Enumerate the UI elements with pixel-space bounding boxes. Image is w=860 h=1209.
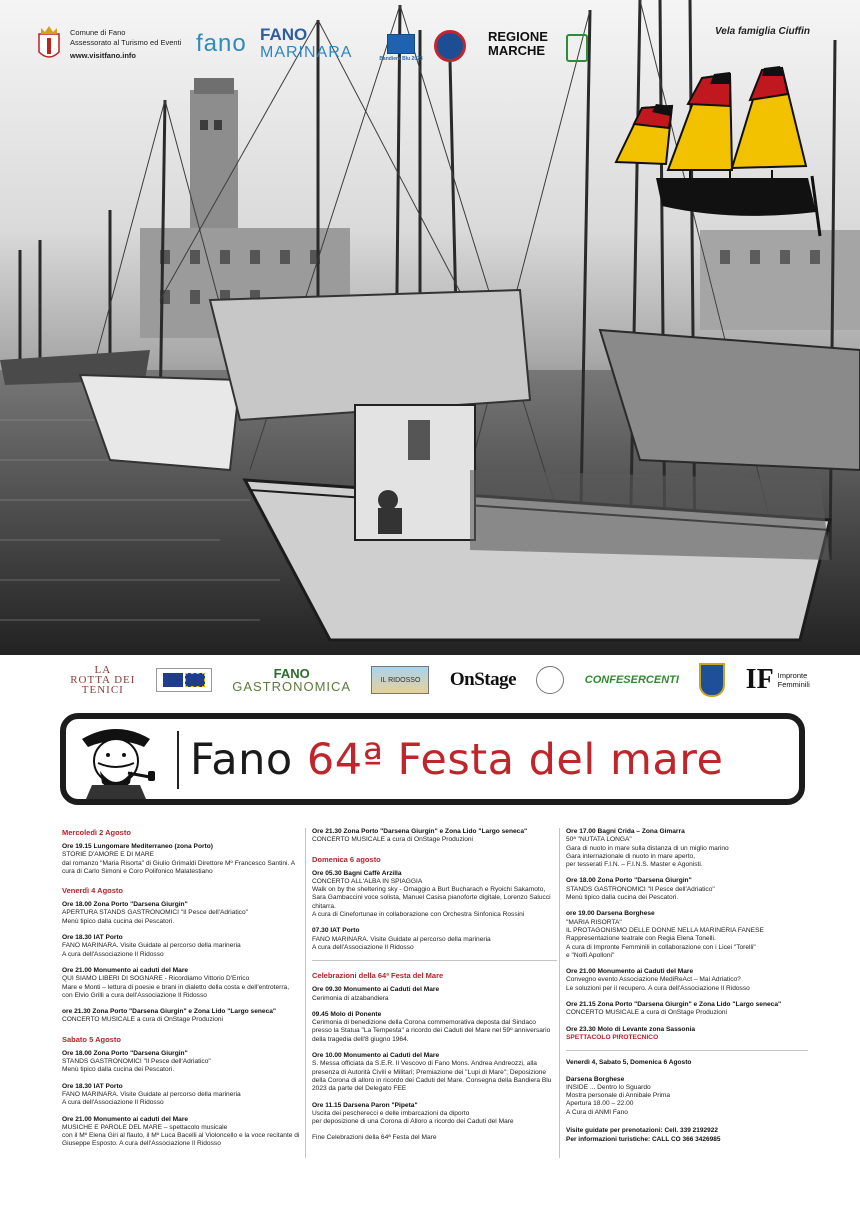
program-event (312, 1134, 557, 1142)
association-round-logo (434, 30, 466, 62)
event-description-line: CONCERTO MUSICALE a cura di OnStage Produzioni (312, 836, 474, 844)
event-description-line: Uscita dei pescherecci e delle imbarcazioni da diporto (312, 1109, 470, 1117)
event-description-line: Mare e Monti – lettura di poesie e brani in dialetto della costa e dell'entroterra, con Elvio Grilli a cura dell'Associazione Il Ridosso (62, 983, 290, 999)
program-event (62, 934, 300, 959)
event-description-line: e "Nolfi Apolloni" (566, 951, 615, 959)
gastro-top: FANO (273, 666, 310, 681)
contact-note (566, 1127, 808, 1144)
event-description-line: APERTURA STANDS GASTRONOMICI "Il Pesce dell'Adriatico" (62, 909, 248, 917)
eu-flag-icon (185, 673, 205, 687)
event-description-line: Rappresentazione teatrale con Regia Elena Tonelli. (566, 935, 716, 943)
event-description-line: STORIE D'AMORE E DI MARE (62, 851, 154, 859)
bandiera-blu-logo (377, 34, 425, 62)
rotta-line1: LA (94, 664, 112, 676)
event-description-line: QUI SIAMO LIBERI DI SOGNARE - Ricordiamo Vittorio D'Errico (62, 975, 250, 983)
column-divider (305, 828, 306, 1158)
event-description-line: Cerimonia di benedizione della Corona commemorativa deposta dal Sindaco presso la Statua "La Tempesta" a ricordo dei Caduti del Mare nel 59º anniversario della tragedia dell'8 giugno 1964. (312, 1019, 551, 1043)
event-time-place: Ore 21.00 Monumento ai caduti del Mare (62, 1115, 189, 1123)
regione-marche-emblem-icon (566, 34, 588, 62)
program-event (62, 1116, 300, 1149)
program-event (566, 1001, 808, 1018)
anmi-round-logo (536, 666, 564, 694)
sail-boat-icon (612, 66, 822, 238)
fano-logo: fano (196, 30, 247, 57)
event-time-place: 07.30 IAT Porto (312, 927, 360, 935)
event-description-line: MUSICHE E PAROLE DEL MARE – spettacolo musicale (62, 1123, 228, 1131)
visitfano-link[interactable]: www.visitfano.info (70, 51, 136, 60)
program-event (566, 877, 808, 902)
title-festa: 64ª Festa del mare (306, 735, 724, 785)
header-logo-strip (30, 22, 600, 72)
event-time-place: ore 19.00 Darsena Borghese (566, 910, 655, 918)
program-event (566, 828, 808, 869)
program-day-heading: Mercoledì 2 Agosto (62, 828, 131, 837)
contact-note-line: Per informazioni turistiche: CALL CO 366 3426985 (566, 1135, 721, 1143)
title-fano: Fano (190, 735, 307, 785)
program-event (312, 870, 557, 920)
event-description-line: A cura di Impronte Femminili in collaborazione con i Licei "Torelli" (566, 943, 756, 951)
fano-marinara-bottom: MARINARA (260, 44, 353, 61)
event-description-line: Walk on by the sheltering sky - Omaggio a Burt Bucharach e Ryoichi Sakamoto, Sara Gambaccini voce solista, Manuel Casisa pianoforte digitale, Lorenzo Salucci chitarra. (312, 886, 551, 910)
event-time-place: Ore 18.00 Zona Porto "Darsena Giurgin" (62, 901, 188, 909)
fisherman-portrait-icon (70, 721, 162, 799)
event-time-place: Ore 17.00 Bagni Crida – Zona Gimarra (566, 828, 685, 835)
event-description-line: Convegno evento Associazione MediReAct – Mai Adriatico? (566, 976, 741, 984)
event-time-place: Venerdì 4, Sabato 5, Domenica 6 Agosto (566, 1059, 692, 1067)
event-description-line: FANO MARINARA. Visite Guidate al percorso della marineria (62, 1090, 241, 1098)
bandiera-blu-label: Bandiera Blu 2023 (379, 56, 423, 62)
program-column-2 (312, 828, 557, 1151)
event-description-line: STANDS GASTRONOMICI "Il Pesce dell'Adriatico" (566, 885, 715, 893)
event-time-place: Ore 18.30 IAT Porto (62, 1082, 123, 1090)
program-event (312, 986, 557, 1003)
program-event (566, 910, 808, 960)
event-description-line: INSIDE ... Dentro lo Sguardo (566, 1083, 651, 1091)
title-banner (60, 713, 805, 805)
event-time-place: Ore 19.15 Lungomare Mediterraneo (zona Porto) (62, 843, 213, 850)
event-description-line: "MARIA RISORTA" (566, 918, 622, 926)
program-event (62, 1083, 300, 1108)
event-description-line: Apertura 18.00 – 22.00 (566, 1100, 634, 1108)
event-time-place: Ore 10.00 Monumento ai Caduti del Mare (312, 1052, 440, 1060)
program-event (312, 927, 557, 952)
event-description-line: A cura di Cinefortunae in collaborazione con Orchestra Sinfonica Rossini (312, 911, 525, 919)
onstage-logo: OnStage (449, 669, 517, 690)
event-description-line: CONCERTO ALL'ALBA IN SPIAGGIA (312, 877, 423, 885)
eu-funding-logo (156, 668, 212, 692)
contact-note-line: Visite guidate per prenotazioni: Cell. 339 2192922 (566, 1127, 718, 1135)
regione-line2: MARCHE (488, 43, 546, 58)
vela-caption: Vela famiglia Ciuffin (714, 26, 810, 37)
event-description-line: Gara di nuoto in mare sulla distanza di un miglio marino (566, 844, 729, 852)
program-day-heading: Venerdì 4 Agosto (62, 886, 123, 896)
gastro-bottom: GASTRONOMICA (232, 679, 352, 694)
impronte-femminili-logo (745, 664, 810, 695)
event-highlight: SPETTACOLO PIROTECNICO (566, 1033, 659, 1041)
event-time-place: Ore 11.15 Darsena Paron "Pipeta" (312, 1101, 418, 1109)
event-time-place: Ore 18.30 IAT Porto (62, 934, 123, 942)
program-day-heading: Celebrazioni della 64ª Festa del Mare (312, 971, 444, 981)
event-description-line: con il Mº Elena Giri al flauto, il Mº Luca Bacelli al Violoncello e la voce recitante di Giuseppe Esposto. A cura dell'Associazione Il Ridosso (62, 1132, 300, 1148)
rotta-line2: ROTTA DEI (70, 674, 136, 686)
event-description-line: Menù tipico dalla cucina dei Pescatori. (566, 894, 679, 902)
event-description-line: A cura dell'Associazione Il Ridosso (62, 950, 164, 958)
event-description-line: A Cura di ANMI Fano (566, 1108, 628, 1116)
program-day-heading: Sabato 5 Agosto (62, 1034, 121, 1044)
impronte-line1: Impronte (777, 671, 808, 680)
event-description-line: per tesserati F.I.N. – F.I.N.S. Master e Agonisti. (566, 861, 703, 869)
rotta-dei-tenici-logo (70, 665, 135, 695)
event-description-line: FANO MARINARA. Visite Guidate al percorso della marineria (62, 942, 241, 950)
impronte-mark: IF (745, 664, 774, 695)
event-time-place: Ore 23.30 Molo di Levante zona Sassonia (566, 1025, 695, 1033)
confesercenti-logo: CONFESERCENTI (584, 674, 679, 686)
event-time-place: ore 21.30 Zona Porto "Darsena Giurgin" e Zona Lido "Largo seneca" (62, 1008, 277, 1016)
comune-name: Comune di Fano (70, 28, 126, 37)
event-time-place: Ore 18.00 Zona Porto "Darsena Giurgin" (62, 1049, 188, 1057)
italy-flag-icon (163, 673, 183, 687)
event-description-line: STANDS GASTRONOMICI "Il Pesce dell'Adriatico" (62, 1058, 211, 1066)
program-event (62, 967, 300, 1000)
event-description-line: CONCERTO MUSICALE a cura di OnStage Produzioni (62, 1016, 224, 1024)
event-description-line: FANO MARINARA. Visite Guidate al percorso della marineria (312, 935, 491, 943)
column-divider (559, 828, 560, 1158)
event-description-line: Cerimonia di alzabandiera (312, 994, 389, 1002)
event-description-line: Mostra personale di Annibale Prima (566, 1092, 671, 1100)
navy-shield-icon (699, 663, 725, 697)
comune-di-fano-logo[interactable] (36, 24, 181, 64)
program-event (312, 1011, 557, 1044)
event-description-line: Menù tipico dalla cucina dei Pescatori. (62, 1066, 175, 1074)
event-time-place: Darsena Borghese (566, 1075, 625, 1083)
event-time-place: Ore 21.00 Monumento ai caduti del Mare (62, 966, 189, 974)
event-time-place: Ore 09.30 Monumento ai Caduti del Mare (312, 986, 440, 994)
comune-crest-icon (36, 24, 62, 64)
festival-program (0, 820, 860, 1209)
fano-marinara-logo (260, 26, 352, 62)
program-column-3 (566, 828, 808, 1144)
regione-line1: REGIONE (488, 29, 548, 44)
event-description-line: Fine Celebrazioni della 64ª Festa del Mare (312, 1134, 437, 1142)
program-event (566, 1026, 808, 1043)
event-description-line: A cura dell'Associazione Il Ridosso (312, 943, 414, 951)
event-description-line: S. Messa officiata da S.E.R. Il Vescovo di Fano Mons. Andrea Andreozzi, alla presenza di Autorità Civili e Militari; Premiazione dei "Lupi di Mare"; Deposizione della Corona di alloro in ricordo dei Caduti del Mare. Consegna della Bandiera Blu 2023 da parte del Delegato FEE (312, 1060, 552, 1093)
event-time-place: Ore 21.00 Monumento ai Caduti del Mare (566, 968, 694, 976)
program-event (312, 828, 557, 845)
event-description-line: Le soluzioni per il recupero. A cura dell'Associazione Il Ridosso (566, 984, 750, 992)
event-description-line: 50ª "NUTATA LONGA" (566, 836, 632, 844)
event-description-line: IL PROTAGONISMO DELLE DONNE NELLA MARINERIA FANESE (566, 926, 764, 934)
program-divider (312, 960, 557, 961)
event-description-line: Menù tipico dalla cucina dei Pescatori. (62, 917, 175, 925)
program-event (566, 1076, 808, 1117)
program-column-1 (62, 828, 300, 1157)
event-time-place: Ore 21.15 Zona Porto "Darsena Giurgin" e Zona Lido "Largo seneca" (566, 1001, 782, 1009)
event-description-line: A cura dell'Associazione Il Ridosso (62, 1099, 164, 1107)
program-event (62, 1008, 300, 1025)
event-time-place: 09.45 Molo di Ponente (312, 1010, 382, 1018)
rotta-line3: TENICI (81, 684, 124, 696)
event-time-place: Ore 05.30 Bagni Caffè Arzilla (312, 869, 402, 877)
banner-separator (177, 731, 179, 789)
festival-title (190, 735, 723, 785)
program-event (312, 1102, 557, 1127)
event-description-line: dal romanzo "Maria Risorta" di Giulio Grimaldi Direttore Mº Francesco Santini. A cura di Carlo Simoni e Coro Polifonico Malatestiano (62, 859, 295, 875)
program-event (62, 901, 300, 926)
event-time-place: Ore 21.30 Zona Porto "Darsena Giurgin" e Zona Lido "Largo seneca" (312, 828, 528, 835)
il-ridosso-logo: IL RIDOSSO (371, 666, 429, 694)
event-description-line: per deposizione di una Corona di Alloro a ricordo dei Caduti del Mare (312, 1118, 514, 1126)
impronte-line2: Femminili (777, 680, 810, 689)
fano-gastronomica-logo (232, 667, 351, 693)
event-time-place: Ore 18.00 Zona Porto "Darsena Giurgin" (566, 877, 692, 885)
blue-flag-icon (387, 34, 415, 54)
program-event (312, 1052, 557, 1093)
program-divider (566, 1050, 808, 1051)
program-event (566, 1059, 808, 1067)
program-event (566, 968, 808, 993)
program-day-heading: Domenica 6 agosto (312, 854, 381, 864)
fano-marinara-top: FANO (260, 25, 308, 44)
sponsor-row (0, 655, 860, 705)
program-event (62, 843, 300, 876)
program-event (62, 1050, 300, 1075)
event-description-line: Gara internazionale di nuoto in mare aperto, (566, 852, 696, 860)
event-description-line: CONCERTO MUSICALE a cura di OnStage Produzioni (566, 1009, 728, 1017)
comune-department: Assessorato al Turismo ed Eventi (70, 38, 182, 47)
regione-marche-logo (488, 30, 548, 58)
